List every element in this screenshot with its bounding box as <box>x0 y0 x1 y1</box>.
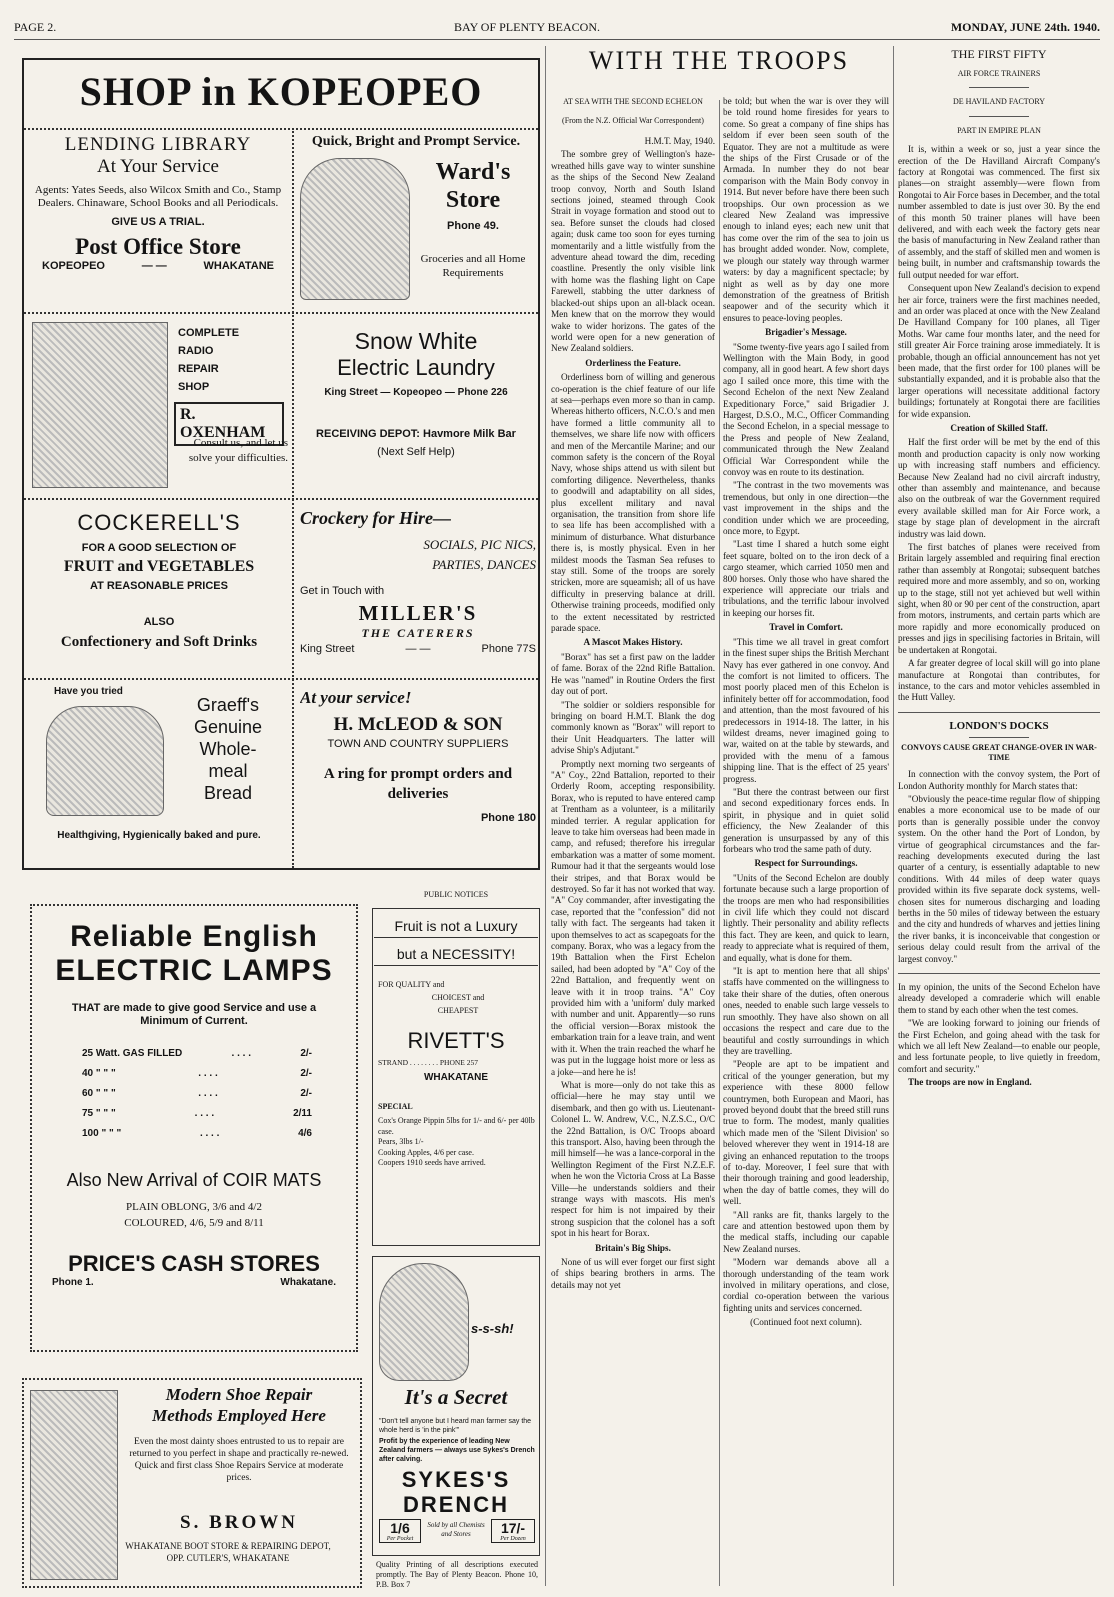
prices-town: Whakatane. <box>280 1277 336 1288</box>
sykes-sold: Sold by all Chemists and Stores <box>427 1521 485 1538</box>
troops-subhead: Orderliness the Feature. <box>585 357 681 368</box>
troops-sub-2: (From the N.Z. Official War Correspondent) <box>562 116 704 125</box>
rivett-special: SPECIAL <box>378 1102 413 1111</box>
troops-paragraph: "The contrast in the two movements was tremendous, but only in one direction—the vast improvement in the ships and the condition under which we are proceeding, once more, to Egypt. <box>723 480 889 537</box>
cockerell-also: ALSO <box>143 616 175 628</box>
mcleod-ring: A ring for prompt orders and deliveries <box>323 766 513 802</box>
sykes-shh: s-s-sh! <box>471 1321 514 1336</box>
troops-subhead: Respect for Surroundings. <box>754 858 858 869</box>
troops-cont-paragraph: In my opinion, the units of the Second Echelon have already developed a comraderie which will enable them to stand by each other when the test comes. <box>898 982 1100 1015</box>
wards-name: Ward's <box>435 159 511 185</box>
rivett-item: Coopers 1910 seeds have arrived. <box>378 1158 486 1167</box>
rivett-quality-3: CHEAPEST <box>437 1006 479 1015</box>
troops-paragraph: Promptly next morning two sergeants of "A" Coy., 22nd Battalion, reported to their Orderly Room, accepting responsibility. Borax, who is reputed to have entered camp at Trentham as a volunteer, is a militarily minded terrier. A regular application for leave to take him overseas had been made in camp, and refused; therefore his irregular embarkation was a matter of some moment. Rumour had it that the sergeants would lose their stripes, and that Borax would be destroyed. So far it has not worked that way. "A" Coy commander, after investigating the case, reported that the "confession" did not tally with fact. The sergeants had taken it upon themselves to act as scapegoats for the company. Borax, who was a legacy from the 19th Battalion when the First Echelon sailed, had been adopted by "A" Coy of the 22nd Battalion, and frequently went on leave with it in troop trains. "A" Coy provided him with a 'uniform' duly marked with number and unit. Apparently—so runs the official version—Borax mistook the embarkation train for a leave train, and went with it. When the train reached the wharf he was put in the luggage hoist more or less as a joke—and here he is! <box>551 758 715 1077</box>
air-paragraph: The first batches of planes were received from Britain largely assembled and requiring final erection rather than assembly at Rongotai; subsequent batches required more and more assembly, and so on, working up to the stage, still not yet achieved but well within sight, when 80 or 90 per cent of the construction, apart from motors, instruments, and certain parts which are more rapidly and more economically produced on presses and jigs in specilising factories in Britain, will be undertaken at Rongotai. <box>898 542 1100 655</box>
lamps-lead: THAT are made to give good Service and use a Minimum of Current. <box>71 1002 317 1027</box>
radio-illustration <box>32 322 168 488</box>
troops-dateline: H.M.T. May, 1940. <box>644 136 715 146</box>
millers-line-1: SOCIALS, PIC NICS, <box>423 537 536 552</box>
radio-ad <box>28 318 290 496</box>
coir-coloured: COLOURED, 4/6, 5/9 and 8/11 <box>124 1217 264 1229</box>
rivett-name: RIVETT'S <box>407 1028 505 1053</box>
laundry-name-2: Electric Laundry <box>337 355 495 380</box>
radio-line-3: REPAIR <box>178 363 219 375</box>
post-office-store: Post Office Store <box>75 234 241 259</box>
library-agents: Agents: Yates Seeds, also Wilcox Smith and Co., Stamp Dealers. Chinaware, School Books and all Periodicals. <box>34 184 282 209</box>
air-head-4: PART IN EMPIRE PLAN <box>957 125 1041 135</box>
mcleod-phone: Phone 180 <box>480 812 536 824</box>
fruit-necessity: but a NECESSITY! <box>374 946 538 966</box>
graeff-line-5: Bread <box>203 783 253 803</box>
graeff-line-1: Graeff's <box>196 695 260 715</box>
lamps-row: 75 " " " . . . . 2/11 <box>82 1108 312 1119</box>
troops-paragraph: "But there the contrast between our first and second expeditionary forces ends. In spirit, in physique and in quiet solid efficiency, the New Zealander of this generation is unsurpassed by any of this forbears who trod the same path of duty. <box>723 786 889 854</box>
docks-head-2: CONVOYS CAUSE GREAT CHANGE-OVER IN WAR-TIME <box>901 743 1097 763</box>
wards-slogan: Quick, Bright and Prompt Service. <box>311 134 521 149</box>
radio-line-1: COMPLETE <box>178 327 240 339</box>
troops-sub-1: AT SEA WITH THE SECOND ECHELON <box>563 97 703 106</box>
cockerell-name: COCKERELL'S <box>77 510 241 535</box>
graeff-line-3: Whole- <box>199 739 257 759</box>
sykes-profit: Profit by the experience of leading New Zealand farmers — always use Sykes's Drench after calving. <box>379 1438 535 1463</box>
troops-subhead: Travel in Comfort. <box>769 622 843 633</box>
cockerell-line-3: AT REASONABLE PRICES <box>90 580 228 592</box>
troops-paragraph: What is more—only do not take this as official—here he may stay until we disembark, and then go with us. Lieutenant-Colonel L. W. Andrew, V.C., N.Z.S.C., O/C the 22nd Battalion, is O/C Troops aboard this transport. Also, having been through the mill himself—he was a lance-corporal in the Wellington Regiment of the First N.Z.E.F. when he won the Victoria Cross at La Basse Ville—he understands soldiers and their strange ways with mascots. His men's respect for him is not impaired by their strong suspicion that the colonel has a soft spot in his heart for Borax. <box>551 1079 715 1239</box>
cockerell-line-4: Confectionery and Soft Drinks <box>60 634 258 650</box>
troops-paragraph: be told; but when the war is over they will be told round home firesides for years to come. So great a company of fine ships has seldom if ever been seen south of the Equator. They are not a multitude as were the ships of the First Crusade or of the Armada. In number they do not bear comparison with the Main Body convoy in 1914. But never before have there been such troopships. Our own procession as we cleared New Zealand was impressive enough to inland eyes; each new unit that has come over the rim of the sea to join us has brought added wonder. Now, complete, we plough our stately way through warmer waters: by day a magnificent spectacle; by night as well as by day one more demonstration of the greatness of British seapower and of the security which it ensures to peace-loving peoples. <box>723 96 889 323</box>
rivett-ad <box>372 890 540 1246</box>
coir-mats: Also New Arrival of COIR MATS <box>66 1170 322 1190</box>
millers-phone: Phone 77S <box>481 643 536 655</box>
fruit-luxury: Fruit is not a Luxury <box>374 918 538 938</box>
millers-title: Crockery for Hire— <box>300 508 451 528</box>
bread-illustration <box>46 706 164 816</box>
coir-plain: PLAIN OBLONG, 3/6 and 4/2 <box>126 1201 262 1213</box>
laundry-depot: RECEIVING DEPOT: Havmore Milk Bar <box>316 428 516 440</box>
docks-head-1: LONDON'S DOCKS <box>949 719 1049 732</box>
laundry-name: Snow White <box>354 328 478 354</box>
rivett-item: Pears, 3lbs 1/- <box>378 1137 424 1146</box>
sykes-drench-ad <box>372 1256 540 1556</box>
air-subhead: Creation of Skilled Staff. <box>950 422 1048 433</box>
laundry-note: (Next Self Help) <box>377 446 455 458</box>
page-number: PAGE 2. <box>14 20 57 34</box>
troops-subhead: A Mascot Makes History. <box>583 637 683 648</box>
library-loc-right: WHAKATANE <box>203 260 274 272</box>
troops-subhead: Britain's Big Ships. <box>595 1242 671 1253</box>
cockerell-line-2: FRUIT and VEGETABLES <box>63 558 255 575</box>
wards-illustration <box>300 158 410 300</box>
lamps-row: 25 Watt. GAS FILLED . . . . 2/- <box>82 1048 312 1059</box>
masthead <box>14 14 1100 40</box>
library-ad: LENDING LIBRARY At Your Service Agents: Yates Seeds, also Wilcox Smith and Co., Stamp Dealers. Chinaware, School Books and all Periodicals. GIVE US A TRIAL. Post Office Store KOPEOPEO — — WHAKATANE <box>28 134 288 310</box>
sykes-quote: "Don't tell anyone but I heard man farmer say the whole herd is 'in the pink'" <box>379 1418 532 1434</box>
lamps-row: 60 " " " . . . . 2/- <box>82 1088 312 1099</box>
troops-paragraph: Orderliness born of willing and generous co-operation is the chief feature of our life at sea—perhaps even more so than in camp. Whereas hitherto officers, N.C.O.'s and men have formed a little community all to themselves, we share life now with officers and men of the Mercantile Marine; and our common safety is the concern of the Royal Navy, whose ships attend us with silent but comforting diligence. Nevertheless, thanks to goodwill and adaptability on all sides, plus excellent military and naval organisation, the transition from shore life to sea life has been accomplished with a minimum of disturbance. What disturbance there is, is mostly physical. Even in her mildest moods the Tasman Sea refuses to stay still. Some of the troops are sorely stricken, more are squeamish; all of us have difficulty in preserving balance at drill. Otherwise training proceeds, modified only to the extent necessitated by restricted parade space. <box>551 372 715 634</box>
lamps-row: 100 " " " . . . . 4/6 <box>82 1128 312 1139</box>
troops-subhead: Brigadier's Message. <box>765 327 847 338</box>
troops-paragraph: "People are apt to be impatient and critical of the younger generation, but my experience with these 8000 fellow countrymen, both European and Maori, has proved beyond doubt that the breed still runs true to form. The modest, manly qualities which made men of the 'Silent Division' so beloved wherever they went in 1914-18 are giving an enhanced reputation to the troops of to-day. Moreover, I feel sure that with their thorough training and good leadership, when the day of battle comes, they will do well. <box>723 1059 889 1207</box>
troops-paragraph: "Some twenty-five years ago I sailed from Wellington with the Main Body, in good company, all in good heart. A few short days ago I sailed once more, this time with the Second Echelon of the next New Zealand Expeditionary Force," said Brigadier J. Hargest, D.S.O., M.C., Officer Commanding the Second Echelon, in a special message to the Press and people of New Zealand, communicated through the New Zealand Official War Correspondent while the convoy was en route to its destination. <box>723 341 889 477</box>
air-head-3: DE HAVILAND FACTORY <box>952 97 1045 107</box>
column-rule <box>545 46 546 1586</box>
radio-name: R. OXENHAM <box>174 402 284 446</box>
troops-paragraph: "The soldier or soldiers responsible for bringing on board H.M.T. Blank the dog commonly known as "Borax" will report to their Unit Headquarters. The latter will advise Ship's Adjutant." <box>551 699 715 756</box>
troops-paragraph: "Modern war demands above all a thorough understanding of the team work involved in military operations, and close, cordial co-operation between the various fighting units and services concerned. <box>723 1257 889 1313</box>
library-title: LENDING LIBRARY <box>64 134 252 155</box>
troops-paragraph: "It is apt to mention here that all ships' staffs have commented on the willingness to take their share of the duties, often onerous ones, needed to enable such large vessels to run smoothly. They have also shown on all occasions the respect and care due to the beautiful and costly surroundings in which they are travelling. <box>723 966 889 1056</box>
lamps-row: 40 " " " . . . . 2/- <box>82 1068 312 1079</box>
troops-paragraph: "Last time I shared a hutch some eight feet square, bolted on to the iron deck of a cargo steamer, which carried 1050 men and 800 horses. Only those who have shared the experience will appreciate our trials and tribulations, and the terrific labour involved in keeping our horses fit. <box>723 539 889 618</box>
rivett-item: Cooking Apples, 4/6 per case. <box>378 1147 474 1157</box>
prices-phone: Phone 1. <box>52 1277 94 1288</box>
air-head-1: THE FIRST FIFTY <box>951 47 1047 61</box>
docks-paragraph: In connection with the convoy system, the Port of London Authority monthly for March states that: <box>898 769 1100 791</box>
kopeopeo-ad-block <box>22 58 540 870</box>
rivett-quality-2: CHOICEST and <box>431 993 485 1002</box>
millers-sub: THE CATERERS <box>361 626 475 640</box>
radio-line-2: RADIO <box>178 345 214 357</box>
shoe-name: S. BROWN <box>180 1512 298 1533</box>
sykes-price-dozen: 17/- Per Dozen <box>491 1519 535 1543</box>
graeff-line-4: meal <box>208 761 248 781</box>
shoe-title-2: Methods Employed Here <box>152 1406 326 1425</box>
sykes-name-1: SYKES'S <box>401 1467 511 1492</box>
shoe-repair-ad <box>22 1378 362 1588</box>
wards-name-2: Store <box>445 187 501 213</box>
lamps-ad <box>30 904 358 1352</box>
troops-paragraph: "Borax" has set a first paw on the ladder of fame. Borax of the 22nd Rifle Battalion. He was "named" in Routine Orders the first day out of port. <box>551 651 715 697</box>
troops-column-a <box>551 96 715 1588</box>
troops-paragraph: "All ranks are fit, thanks largely to the care and attention bestowed upon them by the medical staffs, including our capable New Zealand nurses. <box>723 1209 889 1254</box>
paper-name: BAY OF PLENTY BEACON. <box>454 20 601 34</box>
lamps-title-1: Reliable English <box>70 920 318 953</box>
shoe-body: Even the most dainty shoes entrusted to us to repair are returned to you perfect in shape and practically re-newed. Quick and first class Shoe Repairs Service at moderate prices. <box>129 1437 349 1483</box>
public-notices: PUBLIC NOTICES <box>423 890 489 899</box>
troops-paragraph: The sombre grey of Wellington's haze-wreathed hills gave way to winter sunshine as the ships of the Second New Zealand troop convoy, North and South Island sections joined, steamed through Cook Strait in voyage formation and stood out to sea. Before sunset the clouds had closed again; dusk came too soon for eyes turning momentarily and a little wistfully from the adventure ahead toward the dim, receding coastline. Presently the only visible link with home was the flashing light on Cape Farewell, stabbing the utter darkness of blacked-out ships upon an all-black ocean. Men knew that on the morrow they would wake to wider horizons. The gates of the world were open for a new generation of New Zealand soldiers. <box>551 149 715 354</box>
millers-name: MILLER'S <box>358 601 478 625</box>
mcleod-sub: TOWN AND COUNTRY SUPPLIERS <box>327 738 509 750</box>
troops-cont-paragraph: The troops are now in England. <box>908 1077 1032 1088</box>
shoe-address-1: WHAKATANE BOOT STORE & REPAIRING DEPOT, <box>125 1541 331 1551</box>
troops-continued: (Continued foot next column). <box>750 1317 862 1328</box>
troops-paragraph: "This time we all travel in great comfort in the finest super ships the British Merchant Navy has ever gathered in one convoy. And the comfort is not limited to officers. The most poorly placed men of this Echelon is infinitely better off for accommodation, food and attention, than the most favoured of his predecessors in 1914-18. The latter, in his wildest dreams, never imagined going to war, waited on at the table by stewards, and provided with the menu of a famous shipping line. That is the effect of 25 years' progress. <box>723 636 889 784</box>
library-trial: GIVE US A TRIAL. <box>111 216 205 228</box>
column-rule <box>719 100 720 1586</box>
mcleod-ad <box>300 684 536 868</box>
rivett-town: WHAKATANE <box>423 1072 489 1083</box>
kopeopeo-title: SHOP in KOPEOPEO <box>79 69 483 114</box>
troops-paragraph: "Units of the Second Echelon are doubly fortunate because such a large proportion of the troops are men who had responsibilities in civil life which they could not discard lightly. Their personality and ability reflects this fact. They are keen, and quick to learn, ready to appreciate what is required of them, and equally, what is done for them. <box>723 872 889 963</box>
sykes-name-2: DRENCH <box>402 1492 510 1517</box>
prices-cash-stores: PRICE'S CASH STORES <box>68 1251 320 1276</box>
library-loc-left: KOPEOPEO <box>42 260 105 272</box>
mcleod-service: At your service! <box>300 688 412 707</box>
troops-cont-paragraph: "We are looking forward to joining our friends of the First Echelon, and going ahead with the task for which we all left New Zealand—to enable our people, and less fortunate people, to live quietly in freedom, comfort and security." <box>898 1018 1100 1074</box>
mcleod-name: H. McLEOD & SON <box>333 714 503 735</box>
graeff-ad <box>28 684 290 868</box>
wards-phone: Phone 49. <box>447 220 499 232</box>
sykes-price-pocket: 1/6 Per Pocket <box>379 1519 421 1543</box>
millers-touch: Get in Touch with <box>300 585 385 597</box>
lamps-title-2: ELECTRIC LAMPS <box>55 954 333 987</box>
column-rule <box>893 46 894 1586</box>
air-paragraph: It is, within a week or so, just a year since the erection of the De Havilland Aircraft Company's factory at Rongotai was commenced. The first six planes—on straight assembly—were flown from Rongotai to Air Force bases in December, and the total number assembled to date is just over 30. By the end of this month 50 trainer planes will have been delivered, and with each week the factory gets near the basis of manufacturing in New Zealand rather than of assembly, and the staff of skilled men and women is being built, in number and craftsmanship towards the full output needed for war effort. <box>898 144 1100 280</box>
docks-paragraph: "Obviously the peace-time regular flow of shipping enables a more economical use to be made of our ports than is generally possible under the convoy system. On the other hand the Port of London, by virtue of geographical circumstances and the far-reaching developments executed during the last quarter of a century, is essentially adaptable to new conditions. With 44 miles of deep water quays provided within its five separate dock systems, well-chosen sites for numerous discharging and loading berths in the 50 miles of tideway between the estuary and the city and hundreds of wharves and jetties lining the river banks, it is inconceivable that congestion or serious delay could result from the arrival of the largest convoy." <box>898 793 1100 964</box>
wards-goods: Groceries and all Home Requirements <box>420 253 526 279</box>
laundry-ad <box>296 318 536 496</box>
issue-date: MONDAY, JUNE 24th. 1940. <box>950 20 1100 34</box>
sykes-secret: It's a Secret <box>404 1385 508 1409</box>
rivett-quality-1: FOR QUALITY and <box>378 980 445 989</box>
air-paragraph: Consequent upon New Zealand's decision to expend her air force, trainers were the first machines needed, and an order was placed at once with the New Zealand De Havilland Company for 100 planes, all Tiger Moths. War came four months later, and the need for still greater Air Force training arose immediately. It is probable, though an official announcement has not yet been made, that the first order for 100 planes will be substantially expanded, and it is probable also that the larger operations will necessitate additional factory buildings; fortunately at Rongotai there are facilities for wide expansion. <box>898 283 1100 419</box>
troops-paragraph: None of us will ever forget our first sight of ships bearing brothers in arms. The details may not yet <box>551 1257 715 1290</box>
library-subtitle: At Your Service <box>97 156 219 177</box>
graeff-bottom: Healthgiving, Hygienically baked and pure. <box>57 830 261 841</box>
wards-store-ad <box>296 134 536 310</box>
radio-text: Consult us, and let us solve your difficulties. <box>188 437 288 464</box>
cockerell-ad <box>28 504 290 676</box>
printing-notice: Quality Printing of all descriptions executed promptly. The Bay of Plenty Beacon. Phone 10, P.B. Box 7 <box>376 1560 538 1589</box>
millers-ad: Crockery for Hire— SOCIALS, PIC NICS, PARTIES, DANCES Get in Touch with MILLER'S THE CATERERS King Street — — Phone 77S <box>300 508 536 655</box>
right-column <box>898 46 1100 1588</box>
rivett-strand: STRAND . . . . . . . . PHONE 257 <box>378 1058 479 1067</box>
troops-column-b <box>723 96 889 1588</box>
air-paragraph: A far greater degree of local skill will go into plane manufacture at Rongotai than contributes, for instance, to the cars and motor vehicles assembled in the Hutt Valley. <box>898 658 1100 703</box>
laundry-address: King Street — Kopeopeo — Phone 226 <box>324 387 508 398</box>
troops-headline: WITH THE TROOPS <box>588 46 850 75</box>
air-paragraph: Half the first order will be met by the end of this month and production capacity is only now working up with increasing staff numbers and efficiency. Because New Zealand had no civil aircraft industry, other than assembly and maintenance, and because also on the outbreak of war the Government required every available skilled man for Air Force work, a stage by stage plan of development in the aircraft industry was laid down. <box>898 437 1100 539</box>
air-head-2: AIR FORCE TRAINERS <box>957 69 1041 78</box>
radio-line-4: SHOP <box>178 381 210 393</box>
graeff-line-2: Genuine <box>193 717 263 737</box>
millers-street: King Street <box>300 643 355 655</box>
cow-illustration <box>379 1263 469 1381</box>
rivett-item: Cox's Orange Pippin 5lbs for 1/- and 6/- per 40lb case. <box>378 1116 535 1136</box>
shoe-title-1: Modern Shoe Repair <box>165 1385 313 1404</box>
shoe-address-2: OPP. CUTLER'S, WHAKATANE <box>166 1553 290 1563</box>
graeff-tried: Have you tried <box>54 686 123 697</box>
lamps-price-table <box>82 1044 312 1144</box>
cockerell-line-1: FOR A GOOD SELECTION OF <box>81 542 237 554</box>
millers-line-2: PARTIES, DANCES <box>432 557 536 572</box>
